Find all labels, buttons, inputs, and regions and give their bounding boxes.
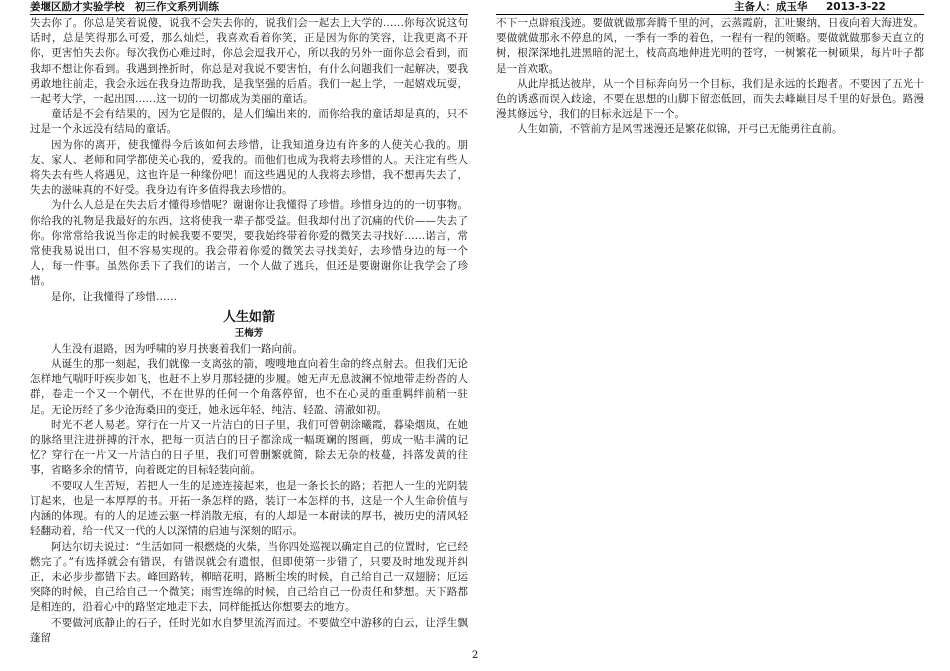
paragraph: 不要做河底静止的石子，任时光如水自梦里流泻而过。不要做空中游移的白云，让浮生飘蓬留 <box>30 616 468 644</box>
header-right <box>496 0 924 15</box>
header-date: 2013-3-22 <box>826 1 886 13</box>
paragraph: 为什么人总是在失去后才懂得珍惜呢？谢谢你让我懂得了珍惜。珍惜身边的的一切事物。你给我的礼物是我最好的东西，这将使我一辈子都受益。但我却付出了沉痛的代价——失去了你。你常常给我说当你走的时候我要不要哭，要我始终带着你爱的微笑去寻找好……诺言，常常使我易说出口，但不容易实现的。我会带着你爱的微笑去寻找美好，去珍惜身边的每一个人，每一件事。虽然你丢下了我们的诺言，一个人做了逃兵，但还是要谢谢你让我学会了珍惜。 <box>30 199 468 288</box>
paragraph: 童话是不会有结果的，因为它是假的，是人们编出来的．而你给我的童话却是真的，只不过是一个永远没有结局的童话。 <box>30 108 468 136</box>
paragraph: 阿达尔切夫说过：“生活如同一根燃烧的火柴，当你四处巡视以确定自己的位置时，它已经燃完了。”有选择就会有错误，有错误就会有遗恨，但即使第一步错了，只要及时地发现并纠正，未必步步都错下去。峰回路转，柳暗花明，路断尘埃的时候，自己给自己一双翅膀；厄运突降的时候，自己给自己一个微笑；雨雪连绵的时候，自己给自己一份责任和梦想。天下路都是相连的，沿着心中的路坚定地走下去，同样能抵达你想要去的地方。 <box>30 540 468 614</box>
paragraph: 人生没有退路，因为呼啸的岁月挟裹着我们一路向前。 <box>51 342 303 355</box>
prepared-by: 主备人：成玉华 <box>734 1 808 13</box>
paragraph: 从此岸抵达彼岸，从一个目标奔向另一个目标，我们是永远的长跑者。不要因了五光十色的诱惑而误入歧途，不要在思想的山脚下留恋低回，而失去峰巅目尽千里的好景色。路漫漫其修远兮，我们的目标永远是下一个。 <box>496 77 924 121</box>
left-column <box>30 16 468 646</box>
paragraph: 不要叹人生苦短，若把人一生的足迹连接起来，也是一条长长的路；若把人一生的光阴装订起来，也是一本厚厚的书。开拓一条怎样的路，装订一本怎样的书，这是一个人生命价值与内涵的体现。有的人的足迹云驱一样消散无痕，有的人却是一本耐读的厚书，被历史的清风轻轻翻动着，给一代又一代的人以深情的启迪与深刻的昭示。 <box>30 479 468 538</box>
essay-title: 人生如箭 <box>222 309 275 325</box>
paragraph: 是你，让我懂得了珍惜…… <box>51 290 177 303</box>
right-column <box>496 16 924 138</box>
page-number: 2 <box>471 650 479 661</box>
paragraph: 不下一点辟痕浅迹。要做就做那奔腾千里的河，云蒸霞蔚，汇吐聚纳，日夜向着大海进发。要做就做那永不停息的风，一季有一季的着色，一程有一程的领略。要做就做那参天直立的树，根深深地扎进黑暗的泥土，枝高高地伸进光明的苍穹，一树繁花一树硕果，每片叶子都是一首欢歌。 <box>496 17 924 75</box>
paragraph: 时光不老人易老。穿行在一片又一片洁白的日子里，我们可曾朝涂曦霞，暮染烟岚，在她的脉络里注进拼搏的汗水，把每一页洁白的日子都涂成一幅斑斓的图画，剪成一贴丰满的记忆？穿行在一片又一片洁白的日子里，我们可曾删繁就简，除去无杂的枝蔓，抖落发黄的往事，省略多余的情节，向着既定的目标轻装向前。 <box>30 418 468 477</box>
paragraph: 失去你了。你总是笑着说傻，说我不会失去你的，说我们会一起去上大学的……你每次说这句话时，总是笑得那么可爱，那么灿烂，我喜欢看着你笑，正是因为你的笑容，让我更离不开你，更害怕失去你。每次我伤心难过时，你总会逗我开心，所以我的另外一面你总会看到，而我却不想让你看到。我遇到挫折时，你总是对我说不要害怕，有什么问题我们一起解决，要我勇敢地往前走，我会永远在我身边帮助我，是我坚强的后盾。我们一起上学，一起嬉戏玩耍，一起考大学，一起出国……这一切的一切都成为美丽的童话。 <box>30 17 468 106</box>
paragraph: 从诞生的那一刻起，我们就像一支离弦的箭，嗖嗖地直向着生命的终点射去。但我们无论怎样地气喘吁吁疾步如飞，也赶不上岁月那轻捷的步履。她无声无息波澜不惊地带走纷沓的人群，卷走一个又一个朝代，不在世界的任何一个角落停留，也不在心灵的重重羁绊前稍一驻足。无论历经了多少沧海桑田的变迁，她永远年轻、纯洁、轻盈、清澈如初。 <box>30 358 468 416</box>
paragraph: 人生如箭，不管前方是风雪迷漫还是繁花似锦，开弓已无能勇往直前。 <box>517 123 843 136</box>
school-title: 姜堰区励才实验学校 初三作文系列训练 <box>30 1 219 13</box>
essay-author: 王梅芳 <box>234 327 264 339</box>
header-left <box>30 0 468 15</box>
paragraph: 因为你的离开，使我懂得今后该如何去珍惜，让我知道身边有许多的人使关心我的。朋友、家人、老师和同学都使关心我的，爱我的。而他们也成为我将去珍惜的人。天注定有些人将失去有些人将遇见，这也许是一种缘份吧！而这些遇见的人我将去珍惜，我不想再失去了，失去的滋味真的不好受。我身边有许多值得我去珍惜的。 <box>30 138 468 197</box>
